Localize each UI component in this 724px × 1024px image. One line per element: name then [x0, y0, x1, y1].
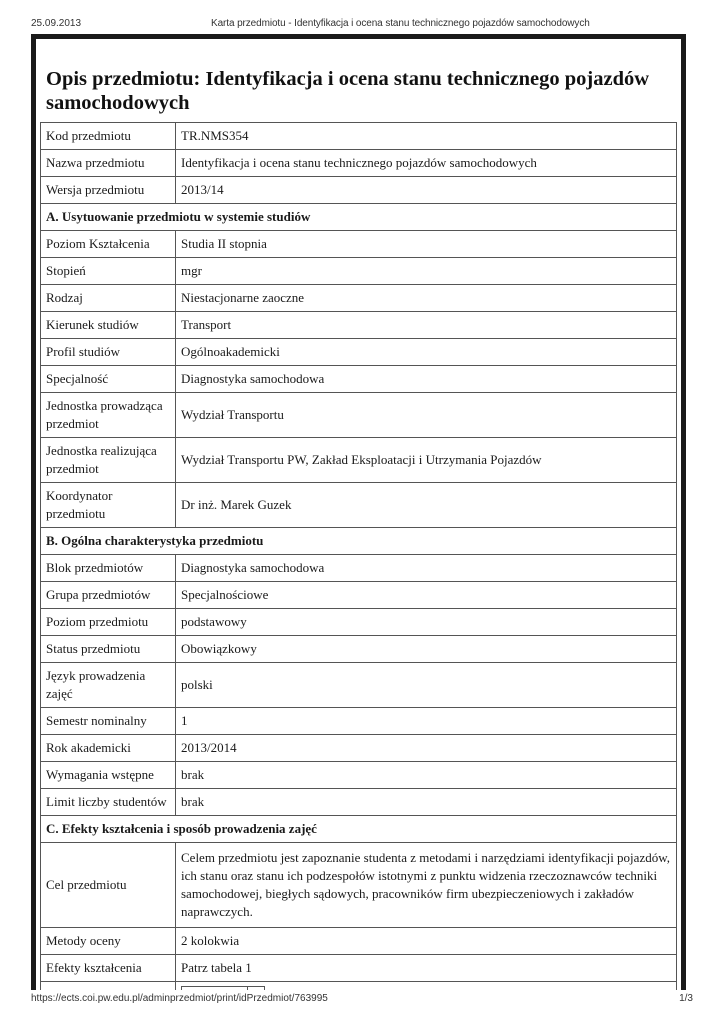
print-footer: [0, 990, 724, 1010]
section-title: C. Efekty kształcenia i sposób prowadzenia zajęć: [41, 816, 677, 843]
row-label: Semestr nominalny: [41, 708, 176, 735]
table-row: [41, 258, 677, 285]
row-label: [41, 982, 176, 991]
document-frame: [31, 34, 686, 990]
table-row: [41, 789, 677, 816]
table-row: [41, 366, 677, 393]
section-header-a: [41, 204, 677, 231]
row-label: Cel przedmiotu: [41, 843, 176, 928]
row-label: Limit liczby studentów: [41, 789, 176, 816]
table-row: [41, 483, 677, 528]
table-row: [41, 438, 677, 483]
row-label: Język prowadzenia zajęć: [41, 663, 176, 708]
table-row: [41, 150, 677, 177]
table-row: [41, 393, 677, 438]
row-value: Diagnostyka samochodowa: [176, 555, 677, 582]
content: [40, 61, 677, 990]
row-value: Identyfikacja i ocena stanu technicznego pojazdów samochodowych: [176, 150, 677, 177]
table-row: [41, 312, 677, 339]
table-row: [41, 636, 677, 663]
row-value: 2013/14: [176, 177, 677, 204]
row-label: Rodzaj: [41, 285, 176, 312]
row-label: Grupa przedmiotów: [41, 582, 176, 609]
row-label: Kierunek studiów: [41, 312, 176, 339]
section-title: A. Usytuowanie przedmiotu w systemie studiów: [41, 204, 677, 231]
row-label: Specjalność: [41, 366, 176, 393]
row-label: Status przedmiotu: [41, 636, 176, 663]
table-row: [41, 177, 677, 204]
row-value: Patrz tabela 1: [176, 955, 677, 982]
row-value: brak: [176, 762, 677, 789]
row-value: Dr inż. Marek Guzek: [176, 483, 677, 528]
section-header-b: [41, 528, 677, 555]
table-row: [41, 123, 677, 150]
row-value: Diagnostyka samochodowa: [176, 366, 677, 393]
row-label: Wersja przedmiotu: [41, 177, 176, 204]
table-row: [41, 339, 677, 366]
row-value: Ogólnoakademicki: [176, 339, 677, 366]
row-label: Rok akademicki: [41, 735, 176, 762]
row-value: 1: [176, 708, 677, 735]
table-row: [41, 762, 677, 789]
row-value: Wydział Transportu: [176, 393, 677, 438]
row-label: Stopień: [41, 258, 176, 285]
table-row: [41, 231, 677, 258]
table-row: [41, 663, 677, 708]
table-row: [41, 843, 677, 928]
row-value: 2013/2014: [176, 735, 677, 762]
row-label: Blok przedmiotów: [41, 555, 176, 582]
row-value: mgr: [176, 258, 677, 285]
row-value: Niestacjonarne zaoczne: [176, 285, 677, 312]
row-value: TR.NMS354: [176, 123, 677, 150]
section-title: B. Ogólna charakterystyka przedmiotu: [41, 528, 677, 555]
row-value: Transport: [176, 312, 677, 339]
row-label: Poziom Kształcenia: [41, 231, 176, 258]
print-header: [0, 0, 724, 30]
table-row: [41, 285, 677, 312]
row-value: Celem przedmiotu jest zapoznanie studenta z metodami i narzędziami identyfikacji pojazdów, ich stanu oraz stanu ich podzespołów istotnymi z punktu widzenia rzeczoznawców techniki samochodowej, biegłych sądowych, pracowników firm ubezpieczeniowych i zakładów naprawczych.: [176, 843, 677, 928]
row-label: Efekty kształcenia: [41, 955, 176, 982]
print-date: 25.09.2013: [31, 18, 82, 29]
row-value: Specjalnościowe: [176, 582, 677, 609]
course-info-table: [40, 122, 677, 990]
row-value: Obowiązkowy: [176, 636, 677, 663]
row-value: 2 kolokwia: [176, 928, 677, 955]
row-label: Jednostka prowadząca przedmiot: [41, 393, 176, 438]
page-number: 1/3: [679, 993, 693, 1004]
row-label: Profil studiów: [41, 339, 176, 366]
table-row: [41, 982, 677, 991]
row-value: Wydział Transportu PW, Zakład Eksploatacji i Utrzymania Pojazdów: [176, 438, 677, 483]
print-url: https://ects.coi.pw.edu.pl/adminprzedmiot/print/idPrzedmiot/763995: [31, 993, 328, 1004]
row-label: Metody oceny: [41, 928, 176, 955]
table-row: [41, 955, 677, 982]
row-label: Nazwa przedmiotu: [41, 150, 176, 177]
row-label: Kod przedmiotu: [41, 123, 176, 150]
row-value: [176, 982, 677, 991]
row-label: Wymagania wstępne: [41, 762, 176, 789]
table-row: [41, 708, 677, 735]
row-label: Poziom przedmiotu: [41, 609, 176, 636]
course-info-body: [41, 123, 677, 991]
table-row: [41, 735, 677, 762]
row-value: podstawowy: [176, 609, 677, 636]
section-header-c: [41, 816, 677, 843]
table-row: [41, 555, 677, 582]
table-row: [41, 609, 677, 636]
row-value: brak: [176, 789, 677, 816]
row-value: Studia II stopnia: [176, 231, 677, 258]
row-value: polski: [176, 663, 677, 708]
table-row: [41, 582, 677, 609]
table-row: [41, 928, 677, 955]
page-title: Opis przedmiotu: Identyfikacja i ocena stanu technicznego pojazdów samochodowych: [46, 68, 650, 114]
row-label: Koordynator przedmiotu: [41, 483, 176, 528]
row-label: Jednostka realizująca przedmiot: [41, 438, 176, 483]
print-title: Karta przedmiotu - Identyfikacja i ocena stanu technicznego pojazdów samochodowych: [211, 18, 590, 29]
